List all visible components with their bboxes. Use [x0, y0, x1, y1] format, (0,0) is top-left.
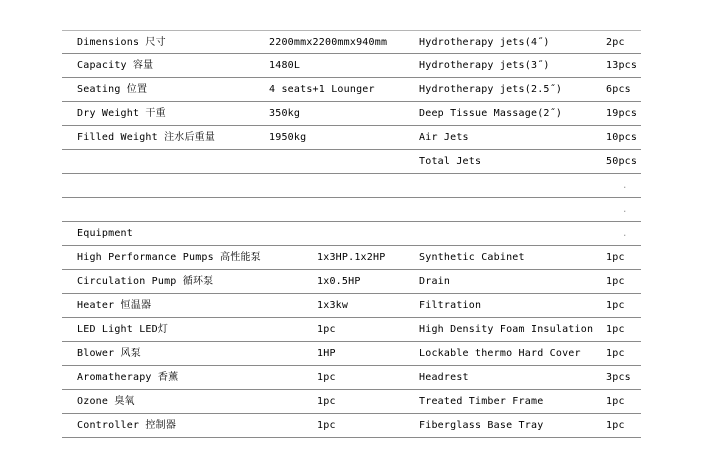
jet-count: 19pcs	[606, 108, 638, 119]
accessory-label: High Density Foam Insulation	[419, 324, 594, 335]
accessory-label: Synthetic Cabinet	[419, 252, 525, 263]
spec-label: Filled Weight 注水后重量	[77, 132, 216, 143]
spec-value: 1480L	[269, 60, 301, 71]
jet-label: Hydrotherapy jets(2.5˝)	[419, 84, 563, 95]
jet-count: 10pcs	[606, 132, 638, 143]
equipment-label: Ozone 臭氧	[77, 396, 135, 407]
jet-label: Air Jets	[419, 132, 469, 143]
jet-label: Hydrotherapy jets(3˝)	[419, 60, 550, 71]
spec-row	[62, 150, 641, 174]
equipment-row	[62, 318, 641, 342]
jet-count: 6pcs	[606, 84, 631, 95]
equipment-value: 1pc	[317, 420, 336, 431]
spec-table	[62, 30, 641, 438]
spec-value: 4 seats+1 Lounger	[269, 84, 375, 95]
accessory-qty: 1pc	[606, 324, 625, 335]
equipment-label: Controller 控制器	[77, 420, 177, 431]
equipment-heading: Equipment	[77, 228, 133, 239]
equipment-label: Aromatherapy 香薰	[77, 372, 179, 383]
spec-label: Seating 位置	[77, 84, 148, 95]
spec-row	[62, 126, 641, 150]
equipment-value: 1pc	[317, 396, 336, 407]
accessory-label: Filtration	[419, 300, 482, 311]
accessory-label: Treated Timber Frame	[419, 396, 544, 407]
accessory-qty: 3pcs	[606, 372, 631, 383]
row-marker: .	[622, 181, 628, 191]
equipment-row	[62, 414, 641, 438]
spec-row	[62, 102, 641, 126]
spec-label: Capacity 容量	[77, 60, 154, 71]
jet-count: 13pcs	[606, 60, 638, 71]
equipment-value: 1x3kw	[317, 300, 349, 311]
jet-label: Deep Tissue Massage(2˝)	[419, 108, 563, 119]
equipment-label: Heater 恒温器	[77, 300, 152, 311]
equipment-row	[62, 390, 641, 414]
accessory-qty: 1pc	[606, 348, 625, 359]
spec-value: 350kg	[269, 108, 301, 119]
equipment-value: 1x3HP.1x2HP	[317, 252, 386, 263]
equipment-row	[62, 270, 641, 294]
jet-label: Total Jets	[419, 156, 482, 167]
spec-row	[62, 30, 641, 54]
equipment-value: 1pc	[317, 372, 336, 383]
spec-label: Dry Weight 干重	[77, 108, 166, 119]
equipment-row	[62, 342, 641, 366]
equipment-value: 1HP	[317, 348, 336, 359]
jet-label: Hydrotherapy jets(4˝)	[419, 37, 550, 48]
jet-count: 50pcs	[606, 156, 638, 167]
equipment-label: High Performance Pumps 高性能泵	[77, 252, 261, 263]
equipment-heading-row	[62, 222, 641, 246]
spec-value: 1950kg	[269, 132, 307, 143]
accessory-qty: 1pc	[606, 396, 625, 407]
row-marker: .	[622, 205, 628, 215]
empty-row	[62, 174, 641, 198]
row-marker: .	[622, 229, 628, 239]
equipment-label: LED Light LED灯	[77, 324, 169, 335]
equipment-row	[62, 294, 641, 318]
equipment-value: 1x0.5HP	[317, 276, 361, 287]
accessory-label: Lockable thermo Hard Cover	[419, 348, 581, 359]
spec-row	[62, 54, 641, 78]
accessory-qty: 1pc	[606, 276, 625, 287]
equipment-row	[62, 246, 641, 270]
spec-value: 2200mmx2200mmx940mm	[269, 37, 388, 48]
accessory-label: Drain	[419, 276, 451, 287]
accessory-label: Fiberglass Base Tray	[419, 420, 544, 431]
spec-row	[62, 78, 641, 102]
equipment-label: Circulation Pump 循环泵	[77, 276, 214, 287]
jet-count: 2pc	[606, 37, 625, 48]
spec-label: Dimensions 尺寸	[77, 37, 166, 48]
equipment-value: 1pc	[317, 324, 336, 335]
empty-row	[62, 198, 641, 222]
accessory-qty: 1pc	[606, 420, 625, 431]
accessory-qty: 1pc	[606, 252, 625, 263]
equipment-row	[62, 366, 641, 390]
accessory-label: Headrest	[419, 372, 469, 383]
accessory-qty: 1pc	[606, 300, 625, 311]
equipment-label: Blower 风泵	[77, 348, 141, 359]
